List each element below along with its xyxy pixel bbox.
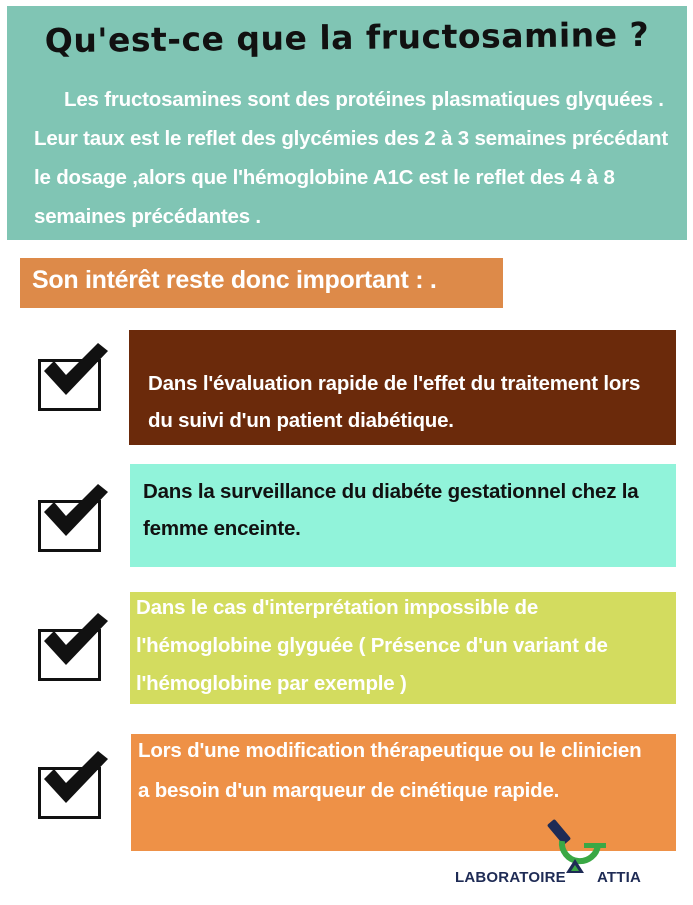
item-text-2: Dans la surveillance du diabéte gestationnel chez la femme enceinte. [143,480,639,540]
checkbox-3 [38,617,105,674]
item-text-4: Lors d'une modification thérapeutique ou le clinicien a besoin d'un marqueur de cinétique rapide. [138,739,642,802]
page-title: Qu'est-ce que la fructosamine ? [44,14,650,61]
item-text-1: Dans l'évaluation rapide de l'effet du traitement lors du suivi d'un patient diabétique. [148,372,641,432]
microscope-icon [540,815,610,875]
logo-name-left: LABORATOIRE [455,869,566,886]
checkmark-icon [40,339,110,399]
logo-name-right: ATTIA [597,869,642,886]
checkbox-2 [38,488,105,545]
checkmark-icon [40,747,110,807]
intro-paragraph: Les fructosamines sont des protéines plasmatiques glyquées . Leur taux est le reflet des glycémies des 2 à 3 semaines précédant le dosage ,alors que l'hémoglobine A1C est le reflet des 4 à 8 semaines précédantes . [34,88,669,228]
checkbox-4 [38,755,105,812]
checkmark-icon [40,609,110,669]
checkmark-icon [40,480,110,540]
item-text-3: Dans le cas d'interprétation impossible de l'hémoglobine glyguée ( Présence d'un variant de l'hémoglobine par exemple ) [136,596,608,695]
subheading-text: Son intérêt reste donc important : . [32,266,437,294]
checkbox-1 [38,347,105,404]
